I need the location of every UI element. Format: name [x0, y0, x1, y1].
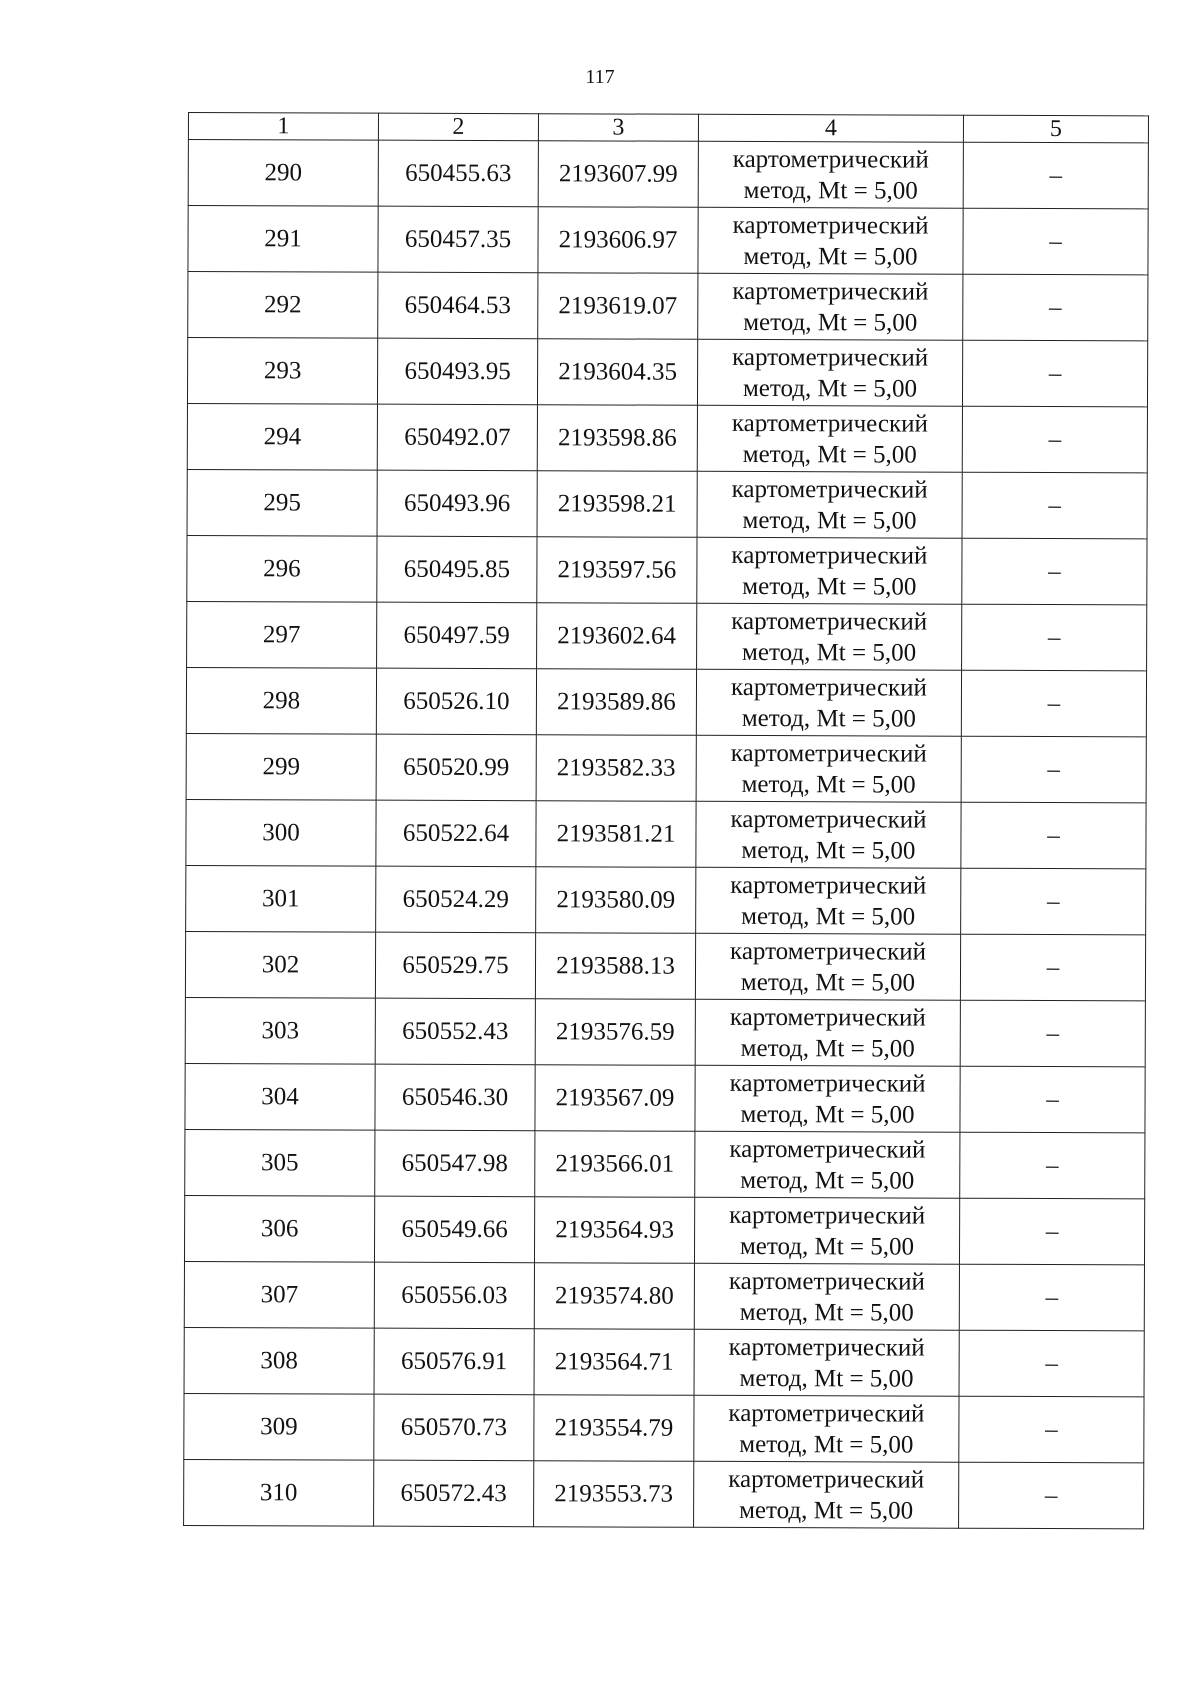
method-text: картометрический [732, 145, 929, 174]
x-coordinate-cell: 650497.59 [377, 602, 537, 669]
method-text: картометрический [730, 937, 927, 966]
page-number: 117 [585, 66, 615, 88]
column-header-3: 3 [538, 114, 698, 142]
y-coordinate-cell: 2193602.64 [537, 603, 697, 670]
note-cell: – [961, 802, 1146, 869]
x-coordinate-cell: 650524.29 [376, 866, 536, 933]
note-cell: – [961, 736, 1146, 803]
header-row [188, 113, 1148, 143]
note-cell: – [959, 1330, 1144, 1397]
method-cell [696, 669, 961, 736]
x-coordinate-cell: 650526.10 [376, 668, 536, 735]
method-text: метод, Mt = 5,00 [742, 374, 918, 403]
method-text: картометрический [731, 475, 928, 504]
method-text: метод, Mt = 5,00 [742, 506, 917, 535]
table-row [186, 667, 1146, 736]
column-header-1: 1 [188, 113, 378, 141]
method-cell [697, 603, 962, 670]
note-cell: – [960, 934, 1145, 1001]
y-coordinate-cell: 2193598.86 [537, 405, 697, 472]
table-row [184, 1393, 1144, 1462]
method-cell [694, 1395, 959, 1462]
method-text: картометрический [731, 409, 928, 438]
table-row [185, 1129, 1145, 1198]
y-coordinate-cell: 2193574.80 [534, 1263, 694, 1330]
note-cell: – [962, 472, 1147, 539]
note-cell: – [962, 604, 1147, 671]
note-cell: – [963, 142, 1148, 209]
note-cell: – [963, 208, 1148, 275]
method-text: картометрический [732, 343, 929, 372]
point-number-cell: 292 [188, 272, 378, 339]
x-coordinate-cell: 650464.53 [378, 272, 538, 339]
x-coordinate-cell: 650576.91 [374, 1328, 534, 1395]
x-coordinate-cell: 650572.43 [374, 1460, 534, 1527]
y-coordinate-cell: 2193581.21 [536, 801, 696, 868]
method-text: метод, Mt = 5,00 [740, 1034, 915, 1063]
point-number-cell: 304 [185, 1063, 375, 1130]
method-cell [694, 1329, 959, 1396]
note-cell: – [961, 670, 1146, 737]
y-coordinate-cell: 2193554.79 [534, 1395, 694, 1462]
note-cell: – [962, 340, 1147, 407]
note-cell: – [960, 1132, 1145, 1199]
method-cell [697, 339, 962, 406]
table-row [184, 1327, 1144, 1396]
point-number-cell: 301 [186, 865, 376, 932]
note-cell: – [962, 538, 1147, 605]
x-coordinate-cell: 650549.66 [374, 1196, 534, 1263]
method-text: картометрический [730, 805, 927, 834]
point-number-cell: 300 [186, 799, 376, 866]
point-number-cell: 308 [184, 1327, 374, 1394]
y-coordinate-cell: 2193576.59 [535, 999, 695, 1066]
method-text: картометрический [728, 1399, 925, 1428]
table-body [184, 140, 1149, 1529]
point-number-cell: 303 [185, 997, 375, 1064]
point-number-cell: 306 [184, 1195, 374, 1262]
x-coordinate-cell: 650529.75 [375, 932, 535, 999]
method-text: картометрический [731, 541, 928, 570]
y-coordinate-cell: 2193567.09 [535, 1065, 695, 1132]
method-text: метод, Mt = 5,00 [740, 968, 916, 997]
note-cell: – [961, 868, 1146, 935]
method-text: метод, Mt = 5,00 [743, 176, 918, 205]
y-coordinate-cell: 2193606.97 [538, 207, 698, 274]
method-text: метод, Mt = 5,00 [739, 1298, 914, 1327]
table-row [186, 733, 1146, 802]
y-coordinate-cell: 2193597.56 [537, 537, 697, 604]
x-coordinate-cell: 650457.35 [378, 206, 538, 273]
point-number-cell: 299 [186, 733, 376, 800]
y-coordinate-cell: 2193588.13 [535, 933, 695, 1000]
method-text: метод, Mt = 5,00 [740, 1166, 915, 1195]
y-coordinate-cell: 2193553.73 [534, 1461, 694, 1528]
point-number-cell: 297 [187, 601, 377, 668]
x-coordinate-cell: 650570.73 [374, 1394, 534, 1461]
method-cell [695, 1131, 960, 1198]
note-cell: – [960, 1000, 1145, 1067]
column-header-4: 4 [698, 114, 963, 142]
table-row [185, 931, 1145, 1000]
note-cell: – [959, 1396, 1144, 1463]
method-text: картометрический [730, 673, 928, 702]
method-text: картометрический [732, 277, 929, 306]
method-text: метод, Mt = 5,00 [739, 1364, 914, 1393]
method-text: метод, Mt = 5,00 [743, 308, 918, 337]
method-cell [695, 999, 960, 1066]
note-cell: – [963, 274, 1148, 341]
method-text: метод, Mt = 5,00 [739, 1430, 914, 1459]
y-coordinate-cell: 2193598.21 [537, 471, 697, 538]
method-text: метод, Mt = 5,00 [740, 1100, 915, 1129]
method-cell [696, 801, 961, 868]
method-text: картометрический [730, 871, 927, 900]
method-cell [696, 867, 961, 934]
point-number-cell: 290 [188, 140, 378, 207]
note-cell: – [959, 1264, 1144, 1331]
method-text: метод, Mt = 5,00 [741, 704, 916, 733]
x-coordinate-cell: 650547.98 [375, 1130, 535, 1197]
x-coordinate-cell: 650520.99 [376, 734, 536, 801]
point-number-cell: 293 [187, 338, 377, 405]
table-row [188, 206, 1148, 275]
note-cell: – [960, 1066, 1145, 1133]
method-cell [694, 1461, 959, 1528]
x-coordinate-cell: 650455.63 [378, 140, 538, 207]
note-cell: – [962, 406, 1147, 473]
y-coordinate-cell: 2193604.35 [537, 339, 697, 406]
point-number-cell: 305 [185, 1129, 375, 1196]
method-text: картометрический [730, 739, 927, 768]
y-coordinate-cell: 2193566.01 [535, 1131, 695, 1198]
y-coordinate-cell: 2193589.86 [536, 669, 696, 736]
method-text: метод, Mt = 5,00 [742, 572, 917, 601]
x-coordinate-cell: 650493.96 [377, 470, 537, 537]
method-text: картометрический [731, 607, 928, 636]
method-text: картометрический [728, 1465, 925, 1494]
method-cell [698, 207, 963, 274]
point-number-cell: 294 [187, 403, 377, 470]
method-text: картометрический [732, 211, 929, 240]
method-text: картометрический [728, 1333, 925, 1362]
method-cell [697, 405, 962, 472]
x-coordinate-cell: 650495.85 [377, 536, 537, 603]
table-row [188, 140, 1148, 209]
method-text: метод, Mt = 5,00 [741, 836, 916, 865]
y-coordinate-cell: 2193564.71 [534, 1329, 694, 1396]
table-row [186, 865, 1146, 934]
table-row [188, 272, 1148, 341]
y-coordinate-cell: 2193564.93 [534, 1197, 694, 1264]
method-text: картометрический [729, 1069, 926, 1098]
table-row [186, 799, 1146, 868]
column-header-2: 2 [378, 113, 538, 141]
table-row [187, 469, 1147, 538]
column-header-5: 5 [963, 115, 1148, 143]
table-row [185, 1063, 1145, 1132]
method-cell [695, 1065, 960, 1132]
point-number-cell: 310 [184, 1459, 374, 1526]
table-row [187, 601, 1147, 670]
y-coordinate-cell: 2193580.09 [536, 867, 696, 934]
x-coordinate-cell: 650493.95 [377, 338, 537, 405]
method-cell [694, 1197, 959, 1264]
method-text: картометрический [728, 1267, 925, 1296]
method-text: картометрический [729, 1201, 926, 1230]
y-coordinate-cell: 2193619.07 [538, 273, 698, 340]
table-row [184, 1261, 1144, 1330]
method-cell [698, 273, 963, 340]
method-text: картометрический [729, 1135, 926, 1164]
method-text: метод, Mt = 5,00 [741, 902, 916, 931]
x-coordinate-cell: 650556.03 [374, 1262, 534, 1329]
method-cell [695, 933, 960, 1000]
method-text: метод, Mt = 5,00 [742, 440, 917, 469]
method-text: картометрический [729, 1003, 926, 1032]
table-row [184, 1459, 1144, 1528]
x-coordinate-cell: 650522.64 [376, 800, 536, 867]
x-coordinate-cell: 650492.07 [377, 404, 537, 471]
method-text: метод, Mt = 5,00 [741, 770, 916, 799]
table-row [187, 338, 1147, 407]
note-cell: – [959, 1462, 1144, 1529]
point-number-cell: 296 [187, 535, 377, 602]
method-cell [697, 471, 962, 538]
note-cell: – [959, 1198, 1144, 1265]
method-text: метод, Mt = 5,00 [739, 1232, 915, 1261]
method-text: метод, Mt = 5,00 [742, 638, 917, 667]
point-number-cell: 291 [188, 206, 378, 273]
method-text: метод, Mt = 5,00 [739, 1496, 914, 1525]
method-cell [694, 1263, 959, 1330]
point-number-cell: 295 [187, 469, 377, 536]
method-cell [696, 735, 961, 802]
x-coordinate-cell: 650552.43 [375, 998, 535, 1065]
method-cell [698, 141, 963, 208]
coordinates-table [183, 112, 1149, 1529]
x-coordinate-cell: 650546.30 [375, 1064, 535, 1131]
y-coordinate-cell: 2193607.99 [538, 141, 698, 208]
method-text: метод, Mt = 5,00 [743, 242, 918, 271]
point-number-cell: 298 [186, 667, 376, 734]
y-coordinate-cell: 2193582.33 [536, 735, 696, 802]
point-number-cell: 302 [185, 931, 375, 998]
point-number-cell: 309 [184, 1393, 374, 1460]
table-row [187, 403, 1147, 472]
table-row [184, 1195, 1144, 1264]
table-row [187, 535, 1147, 604]
table-row [185, 997, 1145, 1066]
method-cell [697, 537, 962, 604]
table-header [188, 113, 1148, 143]
point-number-cell: 307 [184, 1261, 374, 1328]
